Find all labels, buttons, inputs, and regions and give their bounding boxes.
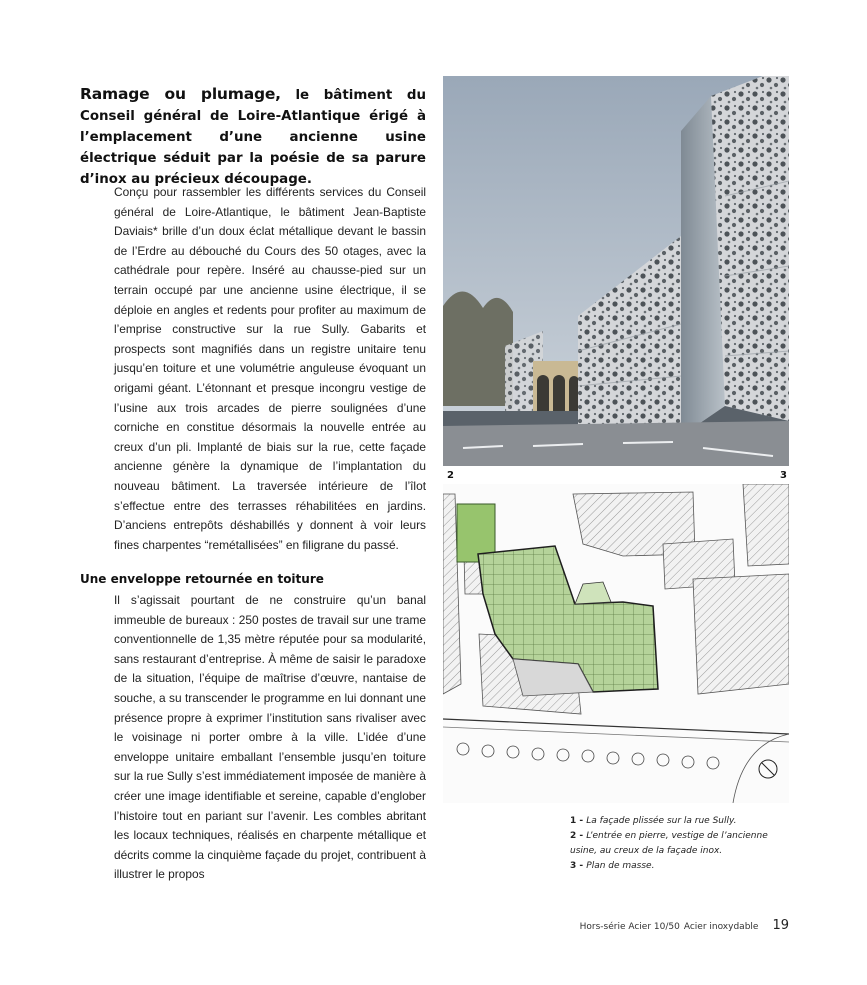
intro-lead-bold: Ramage ou plumage, — [80, 85, 281, 103]
body-paragraph-2 — [114, 591, 426, 885]
paragraph-text: Il s’agissait pourtant de ne construire qu’un banal immeuble de bureaux : 250 postes de travail sur une trame conventionnelle de 1,35 mètre réputée pour sa modularité, sans restaurant d’entreprise. À même de saisir le paradoxe de la situation, l’équipe de maîtrise d’œuvre, nantaise de souche, a su transcender le programme en lui donnant une présence propre à exprimer l’institution sans rivaliser avec le voisinage ni porter ombre à la ville. L’idée d’une enveloppe unitaire emballant l’ensemble jusqu’en toiture sur la rue Sully s’est immédiatement imposée de manière à créer une image identifiable et sereine, capable d’englober l’histoire tout en pariant sur l’avenir. Les combles abritant les locaux techniques, réalisés en charpente métallique et décrits comme la cinquième façade du projet, contribuent à illustrer le propos — [114, 593, 426, 882]
figure-captions — [570, 814, 790, 874]
footer-publication: Hors-série Acier 10/50 — [579, 922, 680, 932]
intro-lead-rest: le bâtiment du Conseil général de Loire-Atlantique érigé à l’emplacement d’une ancienne usine électrique séduit par la poésie de sa parure d’inox au précieux découpage. — [80, 88, 427, 187]
site-plan-drawing — [443, 484, 789, 803]
caption-1: 1 - La façade plissée sur la rue Sully. — [570, 816, 737, 826]
intro-lead — [80, 84, 426, 190]
caption-3: 3 - Plan de masse. — [570, 861, 655, 871]
page-footer — [580, 918, 789, 933]
section-heading: Une enveloppe retournée en toiture — [80, 572, 324, 586]
page-number: 19 — [772, 918, 789, 933]
facade-illustration — [443, 76, 789, 466]
body-paragraph-1 — [114, 183, 426, 555]
figure-number-2: 2 — [447, 470, 454, 481]
footer-section: Acier inoxydable — [683, 922, 759, 932]
caption-2: 2 - L’entrée en pierre, vestige de l’ancienne usine, au creux de la façade inox. — [570, 831, 768, 856]
site-plan — [443, 484, 789, 803]
building-facade-photo — [443, 76, 789, 466]
paragraph-text: Conçu pour rassembler les différents services du Conseil général de Loire-Atlantique, le bâtiment Jean-Baptiste Daviais* brille d’un doux éclat métallique devant le bassin de l’Erdre au débouché du Cours des 50 otages, avec la cathédrale pour repère. Inséré au chausse-pied sur un terrain occupé par une ancienne usine électrique, il se déploie en angles et redents pour profiter au maximum de l’emprise constructive sur la rue Sully. Gabarits et prospects sont magnifiés dans un registre unitaire tenu jusqu’en toiture et une volumétrie anguleuse évoquant un origami géant. L’étonnant et presque incongru vestige de l’usine aux trois arcades de pierre soulignées d’une corniche en constitue désormais la nouvelle entrée au creux d’un pli. Implanté de biais sur la rue, cette façade ancienne génère la dynamique de l’implantation du nouveau bâtiment. La traversée intérieure de l’îlot s’effectue entre des terrasses réhabilitées en jardins. D’anciens entrepôts déshabillés y donnent à voir leurs fines charpentes “remétallisées” en filigrane du passé. — [114, 185, 426, 552]
figure-number-3: 3 — [780, 470, 787, 481]
